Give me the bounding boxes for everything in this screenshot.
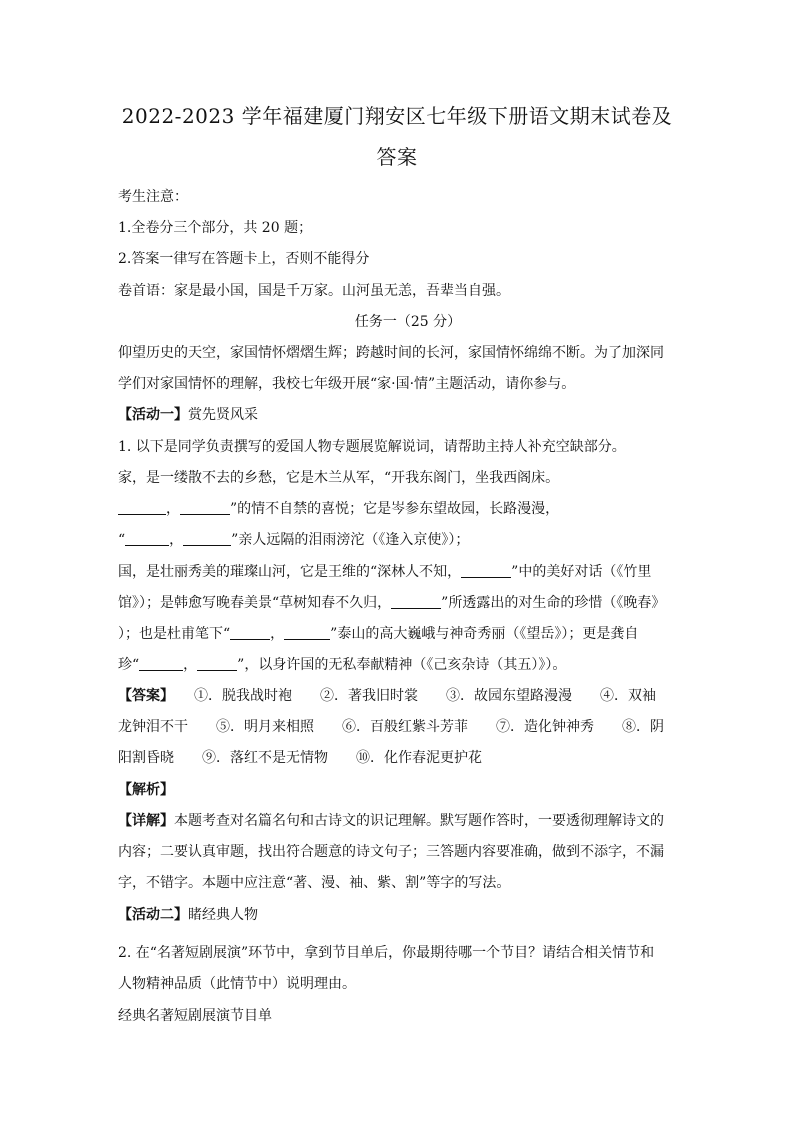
question-1-text: ， ”的情不自禁的喜悦；它是岑参东望故园，长路漫漫， bbox=[118, 499, 698, 519]
detail-label: 【详解】 bbox=[118, 813, 174, 829]
activity-title: 赏先贤风采 bbox=[188, 407, 258, 423]
notice-heading: 考生注意： bbox=[118, 189, 188, 205]
fill-blank bbox=[284, 625, 330, 640]
fill-blank bbox=[139, 656, 183, 671]
fill-blank bbox=[125, 531, 169, 546]
answer-line: 龙钟泪不干 ⑤．明月来相照 ⑥．百般红紫斗芳菲 ⑦．造化钟神秀 ⑧．阴 bbox=[118, 719, 664, 735]
question-1-text: 国，是壮丽秀美的璀璨山河，它是王维的“深林人不知， ”中的美好对话（《竹里 bbox=[118, 564, 652, 580]
question-2-text: 2. 在“名著短剧展演”环节中，拿到节目单后，你最期待哪一个节目？请结合相关情节和 bbox=[118, 945, 655, 961]
document-title-continued: 答案 bbox=[376, 145, 418, 169]
activity-title: 睹经典人物 bbox=[188, 907, 258, 923]
answer-line: 阳割昏晓 ⑨．落红不是无情物 ⑩．化作春泥更护花 bbox=[118, 750, 482, 766]
fill-blank bbox=[230, 625, 270, 640]
intro-line: 仰望历史的天空，家国情怀熠熠生辉；跨越时间的长河，家国情怀绵绵不断。为了加深同 bbox=[118, 345, 664, 361]
program-list-title: 经典名著短剧展演节目单 bbox=[118, 1008, 272, 1024]
fill-blank bbox=[118, 500, 166, 515]
fill-blank bbox=[391, 594, 441, 609]
preface: 卷首语：家是最小国，国是千万家。山河虽无恙，吾辈当自强。 bbox=[118, 283, 510, 299]
document-title: 2022-2023 学年福建厦门翔安区七年级下册语文期末试卷及 bbox=[121, 104, 673, 128]
activity-label: 【活动二】 bbox=[118, 907, 188, 923]
question-1-text: ）；也是杜甫笔下“ ， ”泰山的高大巍峨与神奇秀丽（《望岳》）；更是龚自 bbox=[118, 626, 639, 642]
answer-line bbox=[118, 686, 698, 706]
notice-item-1: 1.全卷分三个部分，共 20 题； bbox=[118, 220, 313, 236]
notice-item-2: 2.答案一律写在答题卡上，否则不能得分 bbox=[118, 251, 370, 267]
answer-text: ①．脱我战时袍 ②．著我旧时裳 ③．故园东望路漫漫 ④．双袖 bbox=[194, 688, 656, 704]
question-1-prompt: 1. 以下是同学负责撰写的爱国人物专题展览解说词，请帮助主持人补充空缺部分。 bbox=[118, 439, 626, 455]
detail-text: 本题考查对名篇名句和古诗文的识记理解。默写题作答时，一要透彻理解诗文的 bbox=[174, 813, 664, 829]
activity-1-heading bbox=[118, 405, 698, 425]
question-1-text: 馆》）；是韩愈写晚春美景“草树知春不久归， ”所透露出的对生命的珍惜（《晚春》 bbox=[118, 595, 666, 611]
intro-line: 学们对家国情怀的理解，我校七年级开展“家·国·情”主题活动，请你参与。 bbox=[118, 376, 576, 392]
analysis-label: 【解析】 bbox=[118, 782, 174, 798]
detail-line: 字，不错字。本题中应注意“著、漫、袖、紫、割”等字的写法。 bbox=[118, 875, 511, 891]
fill-blank bbox=[461, 563, 511, 578]
question-2-text: 人物精神品质（此情节中）说明理由。 bbox=[118, 976, 356, 992]
fill-blank bbox=[183, 531, 231, 546]
detail-line: 内容；二要认真审题，找出符合题意的诗文句子；三答题内容要准确，做到不添字，不漏 bbox=[118, 844, 664, 860]
answer-label: 【答案】 bbox=[118, 688, 174, 704]
activity-label: 【活动一】 bbox=[118, 407, 188, 423]
fill-blank bbox=[197, 656, 237, 671]
fill-blank bbox=[180, 500, 230, 515]
question-1-text: 家，是一缕散不去的乡愁，它是木兰从军，“开我东阁门，坐我西阁床。 bbox=[118, 470, 560, 486]
question-1-text: “ ， ”亲人远隔的泪雨滂沱（《逢入京使》）； bbox=[118, 532, 470, 548]
question-1-text: 珍“ ， ”，以身许国的无私奉献精神（《己亥杂诗（其五）》）。 bbox=[118, 657, 567, 673]
task-title: 任务一（25 分） bbox=[354, 314, 462, 330]
detail-line bbox=[118, 811, 698, 831]
activity-2-heading bbox=[118, 905, 698, 925]
